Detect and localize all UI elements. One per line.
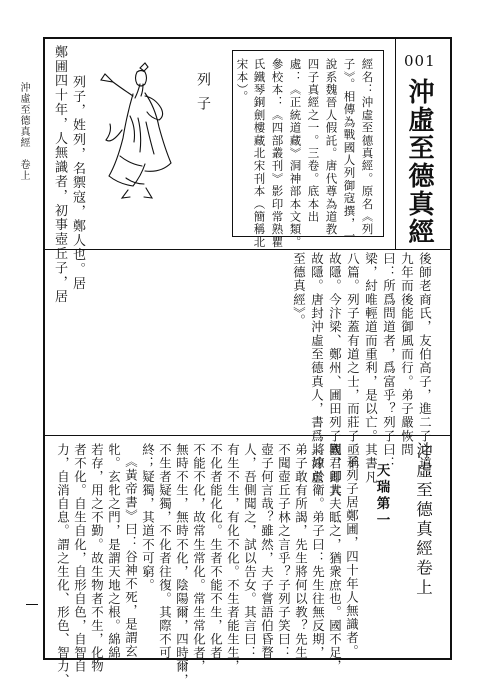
title-panel-divider xyxy=(395,38,396,250)
scripture-text-line: 不生者疑獨，不化者往復。其際不可 xyxy=(157,443,173,660)
middle-text-line: 至德真經》。 xyxy=(291,252,307,328)
scripture-text-line: 者不化。自生自化，自形自色，自智自 xyxy=(72,443,88,674)
scripture-text-line: 無時不生，無時不化，陰陽爾，四時爾， xyxy=(174,443,190,687)
biography-line: 列子，姓列，名禦寇，鄭人也。居 xyxy=(70,75,85,291)
entry-number: 001 xyxy=(404,52,436,70)
middle-text-line: 八篇。列子蓋有道之士，而莊子亟稱 xyxy=(345,252,361,471)
scripture-title: 沖虛至德真經 xyxy=(404,78,434,246)
scripture-text-line: 若存，用之不勤。故生物者不生，化物 xyxy=(89,443,105,674)
middle-text-line: 九年而後能御風而行。弟子嚴恢問 xyxy=(399,252,415,457)
volume-title: 沖虛至德真經卷上 xyxy=(413,442,433,598)
scripture-text-line: 不化者能化化。生者不能不生，化者 xyxy=(208,443,224,660)
scripture-text-line: 不能不化，故常生常化。常生常化者， xyxy=(191,443,207,674)
note-line: 四子真經之一。三卷。底本出 xyxy=(306,58,321,224)
scripture-text-line: 不聞壺丘子林之言乎？子列子笑曰： xyxy=(276,443,292,660)
page-marker xyxy=(26,604,38,605)
note-line: 子》。相傳為戰國人列御寇撰，一 xyxy=(342,58,357,243)
middle-text-line: 後師老商氏，友伯高子，進二子之道， xyxy=(417,252,433,485)
note-line: 宋本）。 xyxy=(235,58,250,104)
middle-text-line: 故隱。唐封沖虛至德真人，書爲《沖虛 xyxy=(309,252,325,485)
scripture-text-line: 子列子居鄭圃，四十年人無識者。 xyxy=(344,455,360,659)
scripture-text-line: 有生不生，有化不化。不生者能生生， xyxy=(225,443,241,674)
liezi-portrait-illustration xyxy=(100,60,176,210)
biography-line: 鄭圃四十年，人無識者，初事壺丘子，居 xyxy=(52,45,67,305)
scripture-text-line: 弟子敢有所謁，先生將何以教？先生 xyxy=(293,443,309,660)
scripture-text-line: 將嫁於衛。弟子曰：先生往無反期， xyxy=(310,443,326,660)
scripture-text-line: 《黃帝書》曰：谷神不死，是謂玄 xyxy=(123,455,139,659)
scripture-text-line: 牝。玄牝之門，是謂天地之根。綿綿 xyxy=(106,443,122,660)
scripture-text-line: 壺子何言哉？雖然，夫子嘗語伯昏瞀 xyxy=(259,443,275,660)
note-line: 參校本：《四部叢刊》影印常熟瞿 xyxy=(270,58,285,249)
middle-text-line: 梁，紂唯輕道而重利，是以亡。其書凡 xyxy=(363,252,379,485)
chapter-title: 天瑞第一 xyxy=(373,463,390,529)
note-line: 說系魏晉人假託。唐代尊為道教 xyxy=(324,58,339,236)
note-line: 經名：沖虛至德真經。原名《列 xyxy=(360,58,375,236)
middle-text-line: 曰：所爲問道者，爲富乎？列子曰： xyxy=(381,252,397,471)
scripture-text-line: 力，自消自息。謂之生化、形色、智力、 xyxy=(55,443,71,687)
note-line: 處：《正統道藏》洞神部本文類。 xyxy=(288,58,303,249)
scripture-text-line: 人，吾側聞之，試以告女。其言曰： xyxy=(242,443,258,660)
scripture-text-line: 國君卿大夫眡之，猶衆庶也。國不足， xyxy=(327,443,343,674)
middle-text-line: 故隱。今汴梁、鄭州、圃田列子觀，即其 xyxy=(327,252,343,498)
scripture-text-line: 終；疑獨，其道不可窮。 xyxy=(140,443,156,593)
figure-caption: 列子 xyxy=(195,72,211,120)
upper-section-divider xyxy=(44,249,451,250)
running-header: 沖虛至德真經 卷上 xyxy=(18,82,29,181)
note-line: 氏鐵琴銅劍樓藏北宋刊本（簡稱北 xyxy=(252,58,267,249)
